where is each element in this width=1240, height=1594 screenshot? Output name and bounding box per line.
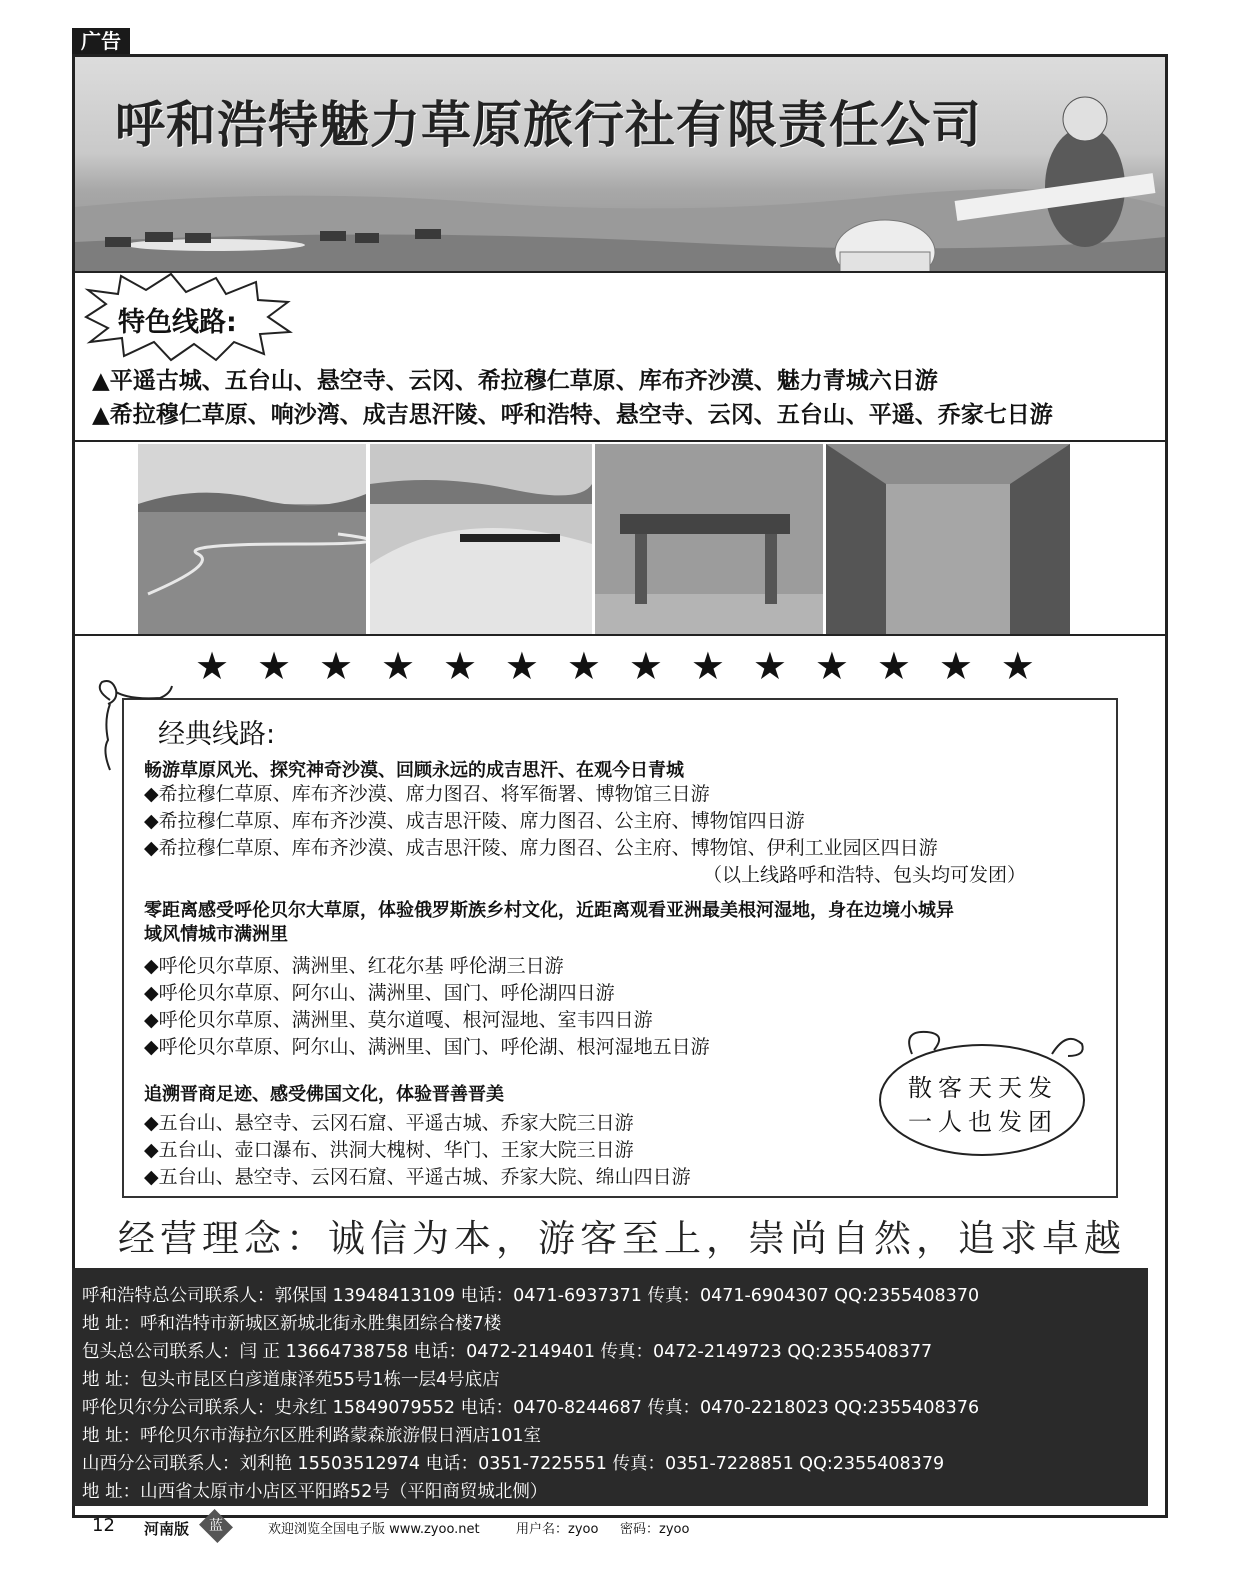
route-item: ◆呼伦贝尔草原、阿尔山、满洲里、国门、呼伦湖四日游 xyxy=(144,982,615,1004)
star-icon: ★ xyxy=(690,644,725,688)
courtyard-compound-photo xyxy=(826,444,1070,634)
contact-line: 地 址：呼伦贝尔市海拉尔区胜利路蒙森旅游假日酒店101室 xyxy=(82,1426,541,1446)
cloud-line: 一人也发团 xyxy=(908,1108,1058,1136)
star-row xyxy=(195,646,1035,686)
banner-grassland-image xyxy=(75,57,1165,271)
divider xyxy=(75,440,1165,442)
route-item: ◆希拉穆仁草原、库布齐沙漠、成吉思汗陵、席力图召、公主府、博物馆、伊利工业园区四日游 xyxy=(144,837,938,859)
star-icon: ★ xyxy=(380,644,416,688)
contact-line: 包头总公司联系人：闫 正 13664738758 电话：0472-2149401 传真：0472-2149723 QQ:2355408377 xyxy=(82,1342,933,1362)
star-icon: ★ xyxy=(442,644,478,688)
route-item: ◆呼伦贝尔草原、阿尔山、满洲里、国门、呼伦湖、根河湿地五日游 xyxy=(144,1036,710,1058)
contact-line: 呼伦贝尔分公司联系人：史永红 15849079552 电话：0470-8244687 传真：0470-2218023 QQ:2355408376 xyxy=(82,1398,980,1418)
route-item: ◆五台山、壶口瀑布、洪洞大槐树、华门、王家大院三日游 xyxy=(144,1139,634,1161)
route-item: ◆五台山、悬空寺、云冈石窟、平遥古城、乔家大院、绵山四日游 xyxy=(144,1166,691,1188)
star-icon: ★ xyxy=(876,644,911,688)
ad-tag: 广告 xyxy=(72,28,130,54)
star-icon: ★ xyxy=(938,644,973,688)
divider xyxy=(75,634,1165,636)
departure-note: （以上线路呼和浩特、包头均可发团） xyxy=(703,864,1027,886)
grassland-river-photo xyxy=(138,444,366,634)
featured-route: ▲平遥古城、五台山、悬空寺、云冈、希拉穆仁草原、库布齐沙漠、魅力青城六日游 xyxy=(92,368,938,394)
password-label: 密码：zyoo xyxy=(620,1522,690,1537)
contact-line: 山西分公司联系人：刘利艳 15503512974 电话：0351-7225551 传真：0351-7228851 QQ:2355408379 xyxy=(82,1454,945,1474)
star-icon: ★ xyxy=(256,644,292,688)
star-icon: ★ xyxy=(195,644,230,688)
edition-badge: 蓝 xyxy=(199,1509,233,1543)
star-icon: ★ xyxy=(504,644,539,688)
group-title: 追溯晋商足迹、感受佛国文化，体验晋善晋美 xyxy=(144,1084,504,1105)
star-icon: ★ xyxy=(566,644,601,688)
group-title: 域风情城市满洲里 xyxy=(144,924,288,945)
route-item: ◆希拉穆仁草原、库布齐沙漠、成吉思汗陵、席力图召、公主府、博物馆四日游 xyxy=(144,810,805,832)
featured-label: 特色线路: xyxy=(118,307,237,338)
featured-route: ▲希拉穆仁草原、响沙湾、成吉思汗陵、呼和浩特、悬空寺、云冈、五台山、平遥、乔家七日游 xyxy=(92,402,1053,428)
page-number: 12 xyxy=(92,1515,115,1536)
edition-label: 河南版 xyxy=(144,1520,190,1538)
route-item: ◆希拉穆仁草原、库布齐沙漠、席力图召、将军衙署、博物馆三日游 xyxy=(144,783,710,805)
star-icon: ★ xyxy=(814,644,849,688)
contact-line: 地 址：呼和浩特市新城区新城北街永胜集团综合楼7楼 xyxy=(82,1314,502,1334)
route-item: ◆五台山、悬空寺、云冈石窟、平遥古城、乔家大院三日游 xyxy=(144,1112,634,1134)
business-motto: 经营理念：诚信为本，游客至上，崇尚自然，追求卓越 xyxy=(118,1217,1126,1260)
username-label: 用户名：zyoo xyxy=(516,1522,599,1537)
contact-line: 地 址：山西省太原市小店区平阳路52号（平阳商贸城北侧） xyxy=(82,1482,548,1502)
cloud-line: 散客天天发 xyxy=(908,1074,1058,1102)
route-item: ◆呼伦贝尔草原、满洲里、红花尔基 呼伦湖三日游 xyxy=(144,955,564,977)
memorial-archway-photo xyxy=(595,444,823,634)
contact-panel xyxy=(72,1268,1148,1506)
group-title: 畅游草原风光、探究神奇沙漠、回顾永远的成吉思汗、在观今日青城 xyxy=(144,760,684,781)
desert-camel-caravan-photo xyxy=(370,444,592,634)
star-icon: ★ xyxy=(318,644,354,688)
contact-line: 地 址：包头市昆区白彦道康泽苑55号1栋一层4号底店 xyxy=(82,1370,500,1390)
star-icon: ★ xyxy=(752,644,787,688)
star-icon: ★ xyxy=(628,644,663,688)
route-item: ◆呼伦贝尔草原、满洲里、莫尔道嘎、根河湿地、室韦四日游 xyxy=(144,1009,653,1031)
classic-title: 经典线路: xyxy=(158,719,276,750)
contact-line: 呼和浩特总公司联系人：郭保国 13948413109 电话：0471-6937371 传真：0471-6904307 QQ:2355408370 xyxy=(82,1286,980,1306)
browse-link[interactable]: 欢迎浏览全国电子版 www.zyoo.net xyxy=(268,1522,480,1537)
group-title: 零距离感受呼伦贝尔大草原，体验俄罗斯族乡村文化，近距离观看亚洲最美根河湿地，身在边境小城异 xyxy=(144,900,954,921)
company-title: 呼和浩特魅力草原旅行社有限责任公司 xyxy=(115,96,982,154)
star-icon: ★ xyxy=(1000,644,1035,688)
